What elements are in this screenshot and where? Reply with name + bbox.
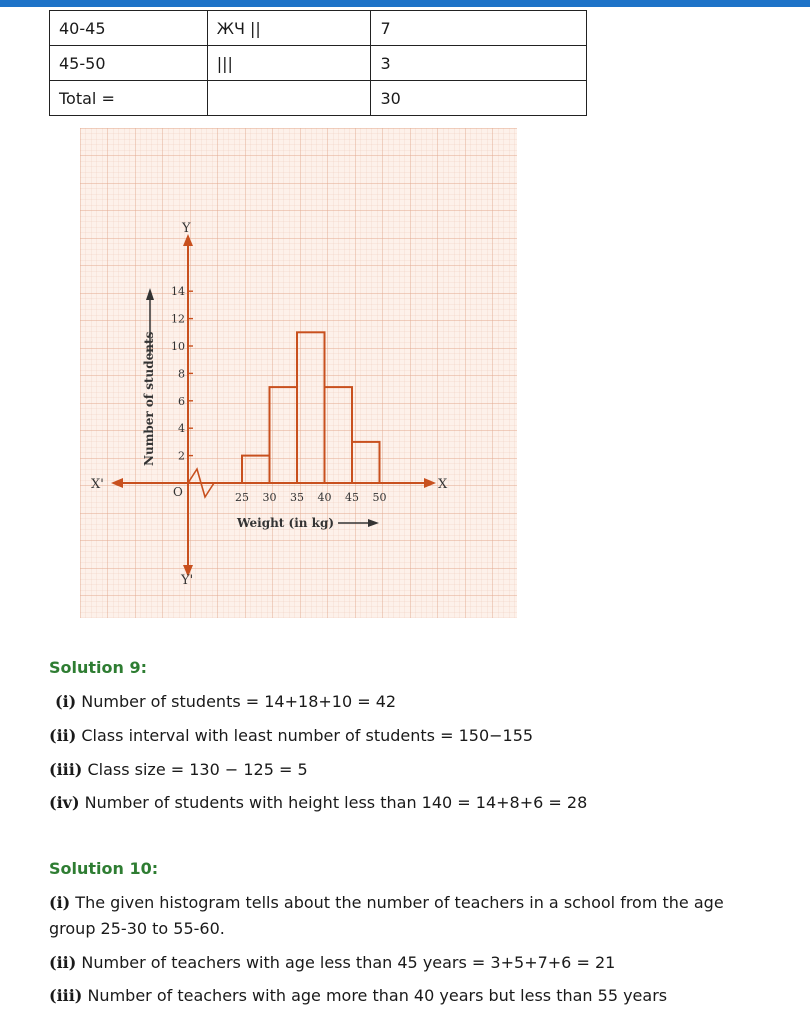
x-tick-label: 35 bbox=[290, 491, 304, 504]
y-pos-label: Y bbox=[182, 221, 191, 236]
interval-cell: 45-50 bbox=[50, 46, 208, 81]
interval-cell: 40-45 bbox=[50, 11, 208, 46]
solution-10-item: (i) The given histogram tells about the number of teachers in a school from the age bbox=[49, 893, 724, 912]
table-row bbox=[50, 11, 587, 46]
y-tick-label: 14 bbox=[171, 285, 185, 299]
solution-10-item: (iii) Number of teachers with age more than 40 years but less than 55 years bbox=[49, 986, 668, 1005]
solution-10-item: group 25-30 to 55-60. bbox=[49, 919, 225, 938]
top-accent-bar bbox=[0, 0, 810, 7]
x-axis-label: Weight (in kg) bbox=[237, 516, 335, 530]
x-tick-label: 25 bbox=[235, 491, 249, 504]
y-tick-label: 12 bbox=[171, 312, 185, 326]
y-tick-label: 8 bbox=[178, 367, 185, 381]
histogram-graph bbox=[80, 128, 517, 618]
solution-9-title: Solution 9: bbox=[49, 658, 148, 677]
x-tick-label: 30 bbox=[262, 491, 277, 504]
y-tick-label: 2 bbox=[178, 449, 185, 463]
solution-9-item: (iv) Number of students with height less than 140 = 14+8+6 = 28 bbox=[49, 793, 588, 812]
y-neg-label: Y' bbox=[181, 573, 194, 588]
table-row bbox=[50, 81, 587, 116]
table-row bbox=[50, 46, 587, 81]
total-label-cell: Total = bbox=[50, 81, 208, 116]
frequency-table bbox=[49, 10, 587, 116]
total-value-cell: 30 bbox=[371, 81, 587, 116]
x-neg-label: X' bbox=[91, 477, 104, 492]
solution-9-item: (i) Number of students = 14+18+10 = 42 bbox=[55, 692, 397, 711]
tally-cell: ЖЧ || bbox=[207, 11, 371, 46]
tally-cell bbox=[207, 81, 371, 116]
y-tick-label: 6 bbox=[178, 394, 185, 408]
x-pos-label: X bbox=[438, 477, 448, 492]
y-axis-label: Number of students bbox=[142, 331, 156, 466]
solution-10-title: Solution 10: bbox=[49, 859, 159, 878]
origin-label: O bbox=[173, 485, 183, 499]
solution-9-item: (iii) Class size = 130 − 125 = 5 bbox=[49, 760, 308, 779]
x-tick-label: 50 bbox=[372, 491, 387, 504]
frequency-cell: 7 bbox=[371, 11, 587, 46]
frequency-cell: 3 bbox=[371, 46, 587, 81]
y-tick-label: 10 bbox=[171, 340, 185, 353]
tally-cell: ||| bbox=[207, 46, 371, 81]
y-tick-label: 4 bbox=[178, 422, 185, 436]
x-tick-label: 40 bbox=[317, 491, 332, 504]
solution-9-item: (ii) Class interval with least number of students = 150−155 bbox=[49, 726, 534, 745]
x-tick-label: 45 bbox=[345, 491, 359, 504]
solution-10-item: (ii) Number of teachers with age less than 45 years = 3+5+7+6 = 21 bbox=[49, 953, 616, 972]
